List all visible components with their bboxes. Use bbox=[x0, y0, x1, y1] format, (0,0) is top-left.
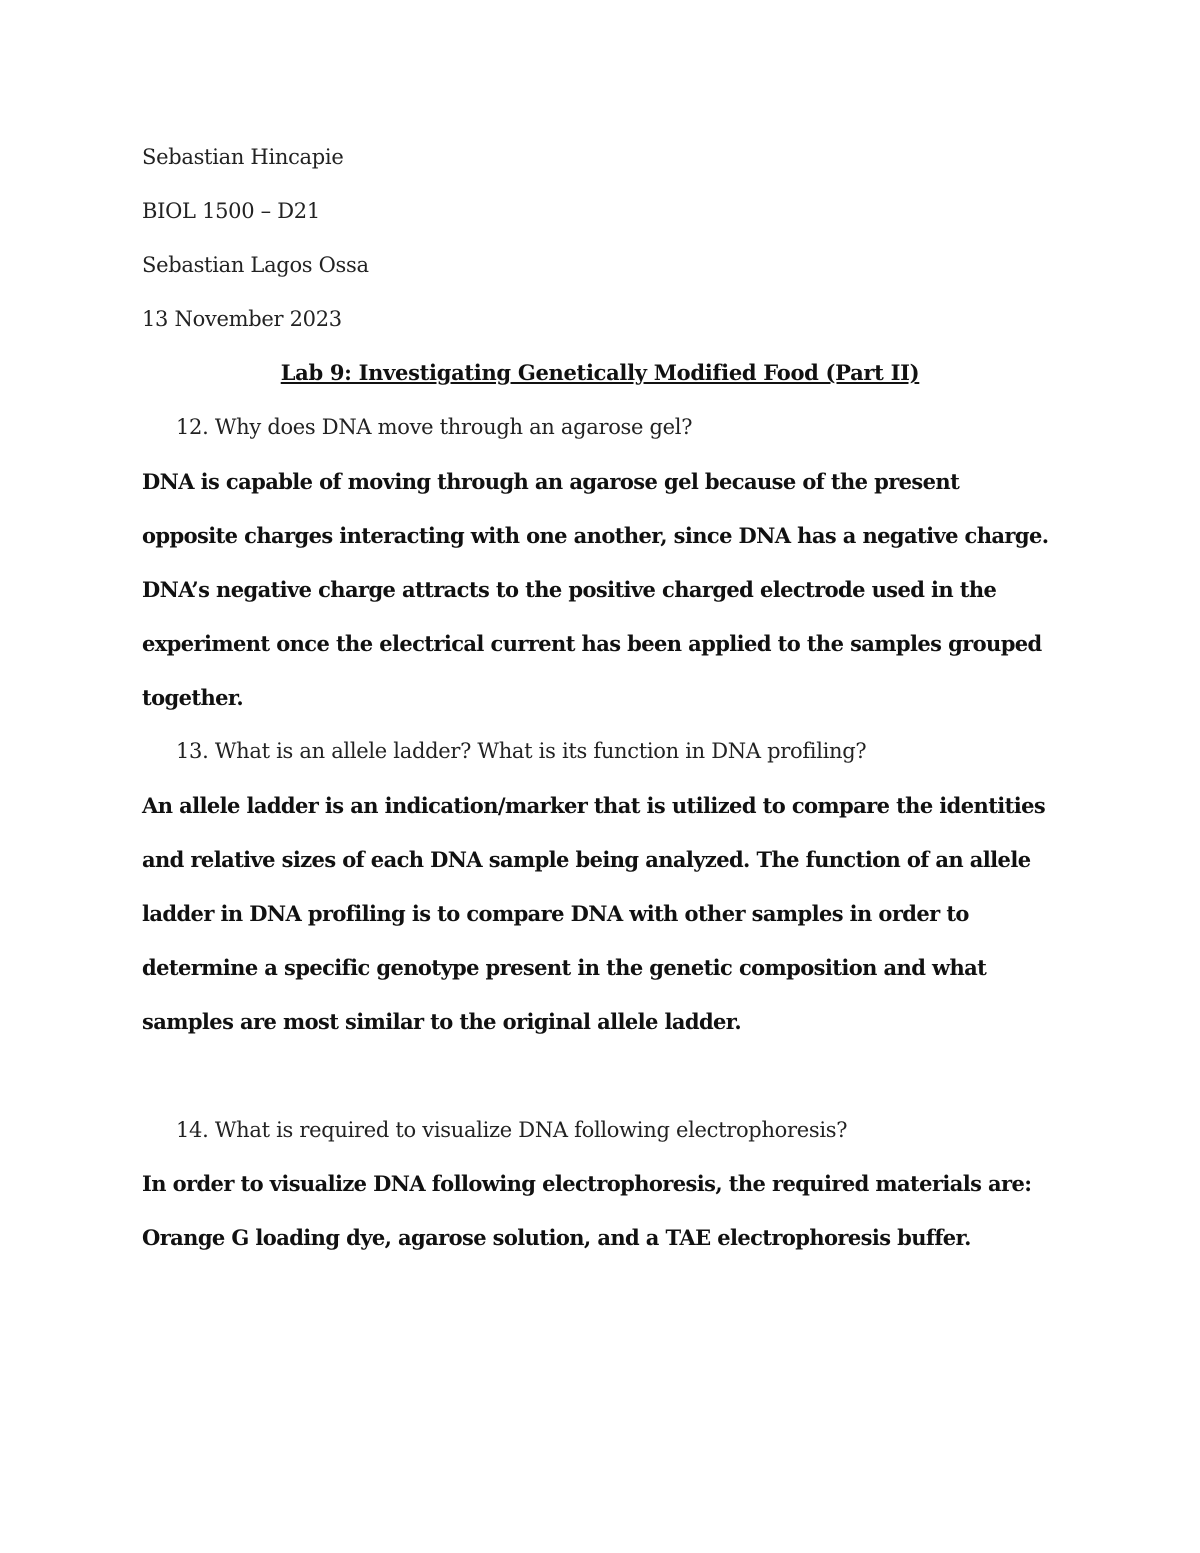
answer-12: DNA is capable of moving through an agarose gel because of the present opposite charges interacting with one another, since DNA has a negative charge. DNA’s negative charge attracts to the positive charged electrode used in the experiment once the electrical current has been applied to the samples grouped together. bbox=[142, 469, 1049, 710]
question-14: 14. What is required to visualize DNA following electrophoresis? bbox=[176, 1118, 848, 1142]
page-title: Lab 9: Investigating Genetically Modified Food (Part II) bbox=[280, 360, 920, 385]
question-12: 12. Why does DNA move through an agarose gel? bbox=[176, 415, 693, 439]
answer-13: An allele ladder is an indication/marker that is utilized to compare the identities and relative sizes of each DNA sample being analyzed. The function of an allele ladder in DNA profiling is to compare DNA with other samples in order to determine a specific genotype present in the genetic composition and what samples are most similar to the original allele ladder. bbox=[142, 793, 1046, 1034]
course-code: BIOL 1500 – D21 bbox=[142, 199, 320, 223]
instructor-name: Sebastian Lagos Ossa bbox=[142, 253, 369, 277]
document-date: 13 November 2023 bbox=[142, 307, 342, 331]
student-name: Sebastian Hincapie bbox=[142, 145, 344, 169]
answer-14: In order to visualize DNA following electrophoresis, the required materials are: Orange G loading dye, agarose solution, and a TAE electrophoresis buffer. bbox=[142, 1171, 1032, 1250]
question-13: 13. What is an allele ladder? What is its function in DNA profiling? bbox=[176, 739, 867, 763]
